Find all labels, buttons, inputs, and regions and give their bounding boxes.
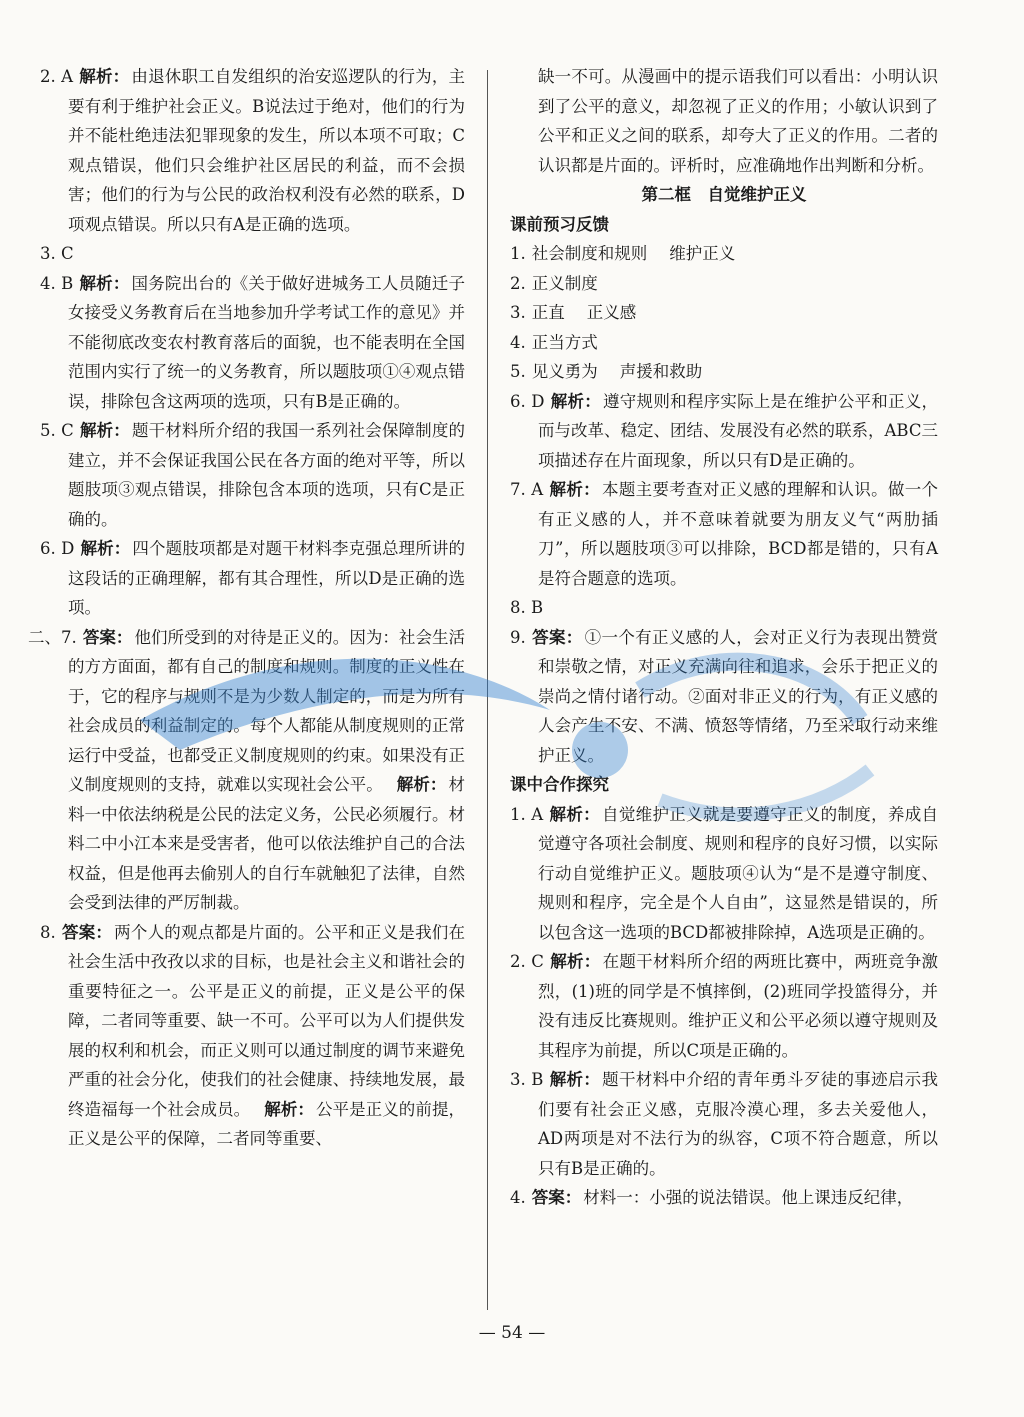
page-number: — 54 — <box>478 1323 546 1343</box>
answer-item-6: 6. D 解析： 四个题肢项都是对题干材料李克强总理所讲的这段话的正确理解，都有其合理性，所以D是正确的选项。 <box>40 539 466 617</box>
preview-item-4: 4. 正当方式 <box>510 332 598 352</box>
preview-item-5: 5. 见义勇为 声援和救助 <box>510 362 703 381</box>
explore-item-3: 3. B 解析： 题干材料中介绍的青年勇斗歹徒的事迹启示我们要有社会正义感，克服冷漠心理，多去关爱他人，AD两项是对不法行为的纵容，C项不符合题意，所以只有B是正确的。 <box>510 1070 938 1178</box>
explore-item-4: 4. 答案： 材料一：小强的说法错误。他上课违反纪律， <box>510 1188 914 1207</box>
answer-item-5: 5. C 解析： 题干材料所介绍的我国一系列社会保障制度的建立，并不会保证我国公民在各方面的绝对平等，所以题肢项③观点错误，排除包含本项的选项，只有C是正确的。 <box>40 421 466 529</box>
answer-item-8: 8. 答案： 两个人的观点都是片面的。公平和正义是我们在社会生活中孜孜以求的目标，也是社会主义和谐社会的重要特征之一。公平是正义的前提，正义是公平的保障，二者同等重要、缺一不可。公平可以为人们提供发展的权利和机会，而正义则可以通过制度的调节来避免严重的社会分化，使我们的社会健康、持续地发展，最终造福每一个社会成员。 解析： 公平是正义的前提，正义是公平的保障，二者同等重要、 <box>40 922 466 1148</box>
answer-item-2: 2. A 解析： 由退休职工自发组织的治安巡逻队的行为，主要有利于维护社会正义。B说法过于绝对，他们的行为并不能杜绝违法犯罪现象的发生，所以本项不可取；C观点错误，他们只会维护社区居民的利益，而不会损害；他们的行为与公民的政治权利没有必然的联系，D项观点错误。所以只有A是正确的选项。 <box>40 67 466 234</box>
answer-item-4: 4. B 解析： 国务院出台的《关于做好进城务工人员随迁子女接受义务教育后在当地参加升学考试工作的意见》并不能彻底改变农村教育落后的面貌，也不能表明在全国范围内实行了统一的义务教育，所以题肢项①④观点错误，排除包含这两项的选项，只有B是正确的。 <box>40 273 465 411</box>
answer-item-r8: 8. B <box>510 598 544 617</box>
answer-item-r7: 7. A 解析： 本题主要考查对正义感的理解和认识。做一个有正义感的人，并不意味着就要为朋友义气“两肋插刀”，所以题肢项③可以排除，BCD都是错的，只有A是符合题意的选项。 <box>510 480 939 588</box>
preview-item-3: 3. 正直 正义感 <box>510 303 637 322</box>
continuation-text: 缺一不可。从漫画中的提示语我们可以看出：小明认识到了公平的意义，却忽视了正义的作用；小敏认识到了公平和正义之间的联系，却夸大了正义的作用。二者的认识都是片面的。评析时，应准确地作出判断和分析。 <box>538 67 938 175</box>
preview-item-1: 1. 社会制度和规则 维护正义 <box>510 244 736 263</box>
explore-heading: 课中合作探究 <box>510 775 609 794</box>
left-column <box>28 62 466 1154</box>
section-title: 第二框 自觉维护正义 <box>641 185 807 204</box>
preview-item-2: 2. 正义制度 <box>510 273 598 293</box>
column-divider <box>487 70 488 1310</box>
preview-heading: 课前预习反馈 <box>510 214 609 234</box>
answer-item-3: 3. C <box>40 244 74 263</box>
answer-item-r9: 9. 答案： ①一个有正义感的人，会对正义行为表现出赞赏和崇敬之情，对正义充满向往和追求，会乐于把正义的崇尚之情付诸行动。②面对非正义的行为，有正义感的人会产生不安、不满、愤怒等情绪，乃至采取行动来维护正义。 <box>510 627 938 765</box>
answer-item-r6: 6. D 解析： 遵守规则和程序实际上是在维护公平和正义，而与改革、稳定、团结、发展没有必然的联系，ABC三项描述存在片面现象，所以只有D是正确的。 <box>510 391 939 470</box>
answer-item-7: 二、7. 答案： 他们所受到的对待是正义的。因为：社会生活的方方面面，都有自己的制度和规则。制度的正义性在于，它的程序与规则不是为少数人制定的，而是为所有社会成员的利益制定的。每个人都能从制度规则的正常运行中受益，也都受正义制度规则的约束。如果没有正义制度规则的支持，就难以实现社会公平。 解析： 材料一中依法纳税是公民的法定义务，公民必须履行。材料二中小江本来是受害者，他可以依法维护自己的合法权益，但是他再去偷别人的自行车就触犯了法律，自然会受到法律的严厉制裁。 <box>28 627 466 912</box>
explore-item-2: 2. C 解析： 在题干材料所介绍的两班比赛中，两班竞争激烈，(1)班的同学是不慎摔倒，(2)班同学投篮得分，并没有违反比赛规则。维护正义和公平必须以遵守规则及其程序为前提，所以C项是正确的。 <box>510 952 939 1060</box>
right-column <box>510 62 938 1213</box>
explore-item-1: 1. A 解析： 自觉维护正义就是要遵守正义的制度，养成自觉遵守各项社会制度、规则和程序的良好习惯，以实际行动自觉维护正义。题肢项④认为“是不是遵守制度、规则和程序，完全是个人自由”，这显然是错误的，所以包含这一选项的BCD都被排除掉，A选项是正确的。 <box>510 804 939 942</box>
